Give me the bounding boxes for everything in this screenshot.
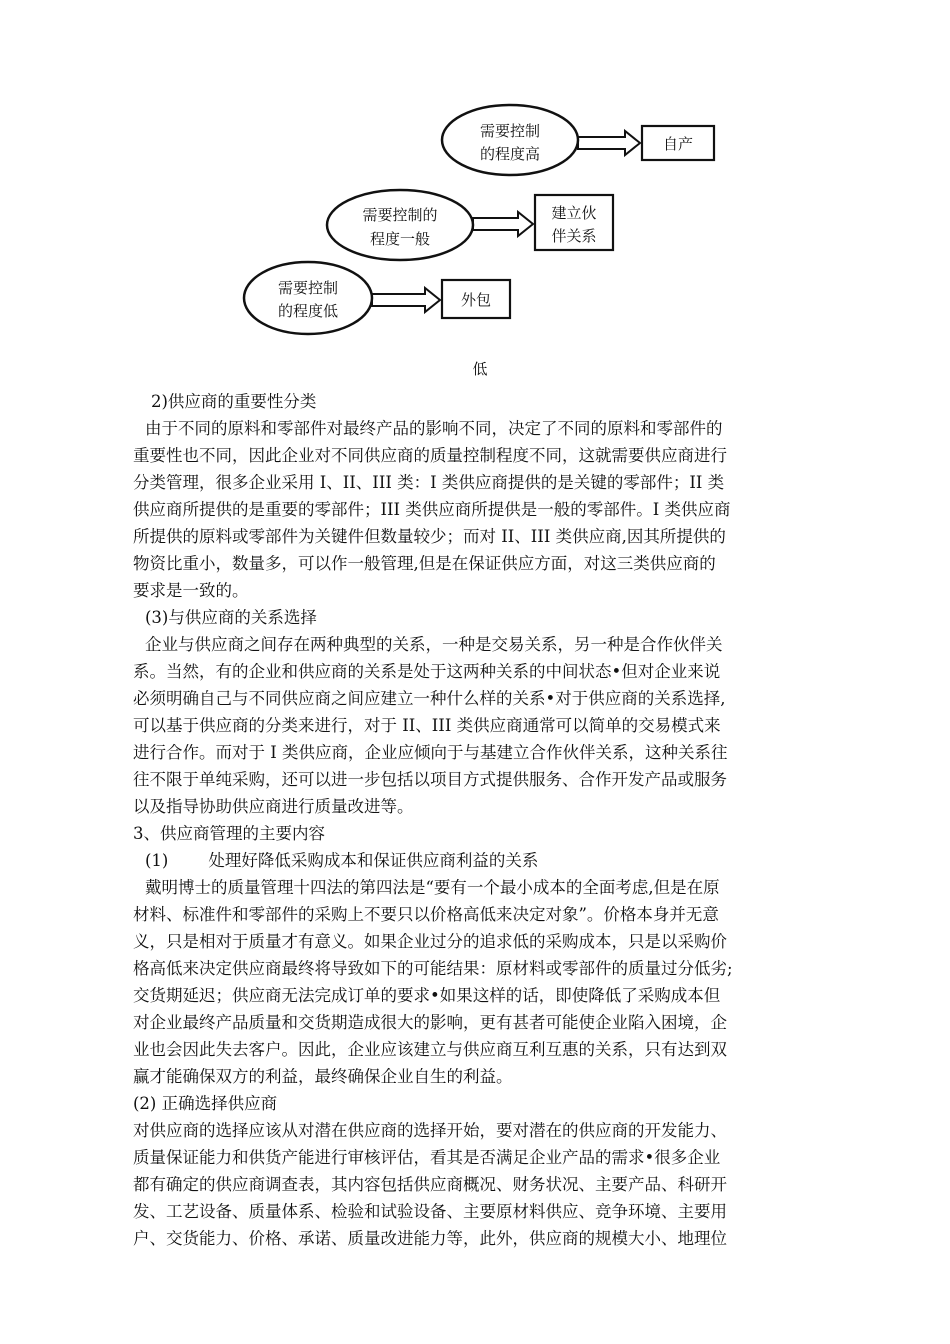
diagram-row-medium [327, 190, 613, 260]
diagram-row-low [244, 262, 510, 334]
paragraph-line: 业也会因此失去客户。因此，企业应该建立与供应商互利互惠的关系，只有达到双 [133, 1040, 727, 1059]
arrow-high [578, 131, 640, 155]
heading-relationship-choice: (3)与供应商的关系选择 [145, 608, 317, 627]
paragraph-line: 交货期延迟；供应商无法完成订单的要求•如果这样的话，即使降低了采购成本但 [133, 986, 721, 1005]
box-medium-line1: 建立伙 [551, 204, 597, 222]
ellipse-low-line1: 需要控制 [277, 279, 339, 297]
box-low-label: 外包 [460, 291, 492, 309]
body-text [133, 388, 833, 1252]
ellipse-low-line2: 的程度低 [277, 302, 339, 320]
ellipse-high-line2: 的程度高 [479, 145, 541, 163]
box-medium-line2: 伴关系 [551, 227, 597, 245]
paragraph-line: 分类管理，很多企业采用 I、II、III 类：I 类供应商提供的是关键的零部件；II 类 [133, 473, 725, 492]
paragraph-line: 格高低来决定供应商最终将导致如下的可能结果：原材料或零部件的质量过分低劣; [133, 959, 733, 978]
paragraph-line: 物资比重小，数量多，可以作一般管理,但是在保证供应方面，对这三类供应商的 [133, 554, 716, 573]
paragraph-line: 企业与供应商之间存在两种典型的关系，一种是交易关系，另一种是合作伙伴关 [145, 635, 723, 654]
heading-text: 处理好降低采购成本和保证供应商利益的关系 [208, 851, 539, 870]
paragraph-line: 质量保证能力和供货产能进行审核评估，看其是否满足企业产品的需求•很多企业 [133, 1148, 721, 1167]
ellipse-medium-line1: 需要控制的 [362, 206, 438, 224]
heading-supplier-importance: 2)供应商的重要性分类 [151, 392, 317, 411]
paragraph-line: 对企业最终产品质量和交货期造成很大的影响，更有甚者可能使企业陷入困境，企 [133, 1013, 727, 1032]
arrow-medium [473, 212, 533, 236]
paragraph-line: 必须明确自己与不同供应商之间应建立一种什么样的关系•对于供应商的关系选择, [133, 689, 726, 708]
paragraph-line: 都有确定的供应商调查表，其内容包括供应商概况、财务状况、主要产品、科研开 [133, 1175, 727, 1194]
paragraph-line: 赢才能确保双方的利益，最终确保企业自生的利益。 [133, 1067, 513, 1086]
paragraph-line: 户、交货能力、价格、承诺、质量改进能力等，此外，供应商的规模大小、地理位 [133, 1229, 727, 1248]
paragraph-line: 进行合作。而对于 I 类供应商，企业应倾向于与基建立合作伙伴关系，这种关系往 [133, 743, 728, 762]
control-degree-diagram [235, 100, 735, 385]
ellipse-medium-line2: 程度一般 [369, 230, 431, 248]
paragraph-line: 往不限于单纯采购，还可以进一步包括以项目方式提供服务、合作开发产品或服务 [133, 770, 727, 789]
paragraph-line: 供应商所提供的是重要的零部件；III 类供应商所提供是一般的零部件。I 类供应商 [133, 500, 731, 519]
paragraph-line: 重要性也不同，因此企业对不同供应商的质量控制程度不同，这就需要供应商进行 [133, 446, 727, 465]
ellipse-low [244, 262, 372, 334]
paragraph-cost [133, 874, 833, 1090]
paragraph-relationship [133, 631, 833, 820]
paragraph-line: 戴明博士的质量管理十四法的第四法是“要有一个最小成本的全面考虑,但是在原 [145, 878, 720, 897]
ellipse-medium [327, 190, 473, 260]
box-high-label: 自产 [662, 135, 694, 153]
paragraph-line: 材料、标准件和零部件的采购上不要只以价格高低来决定对象”。价格本身并无意 [133, 905, 719, 924]
paragraph-importance [133, 415, 833, 604]
paragraph-line: 对供应商的选择应该从对潜在供应商的选择开始，要对潜在的供应商的开发能力、 [133, 1121, 727, 1140]
heading-cost-benefit [133, 847, 833, 874]
diagram-bottom-label: 低 [472, 360, 488, 378]
paragraph-line: 可以基于供应商的分类来进行，对于 II、III 类供应商通常可以简单的交易模式来 [133, 716, 721, 735]
paragraph-line: 由于不同的原料和零部件对最终产品的影响不同，决定了不同的原料和零部件的 [145, 419, 723, 438]
ellipse-high [442, 105, 578, 175]
heading-select-supplier: (2) 正确选择供应商 [133, 1094, 278, 1113]
paragraph-line: 系。当然，有的企业和供应商的关系是处于这两种关系的中间状态•但对企业来说 [133, 662, 721, 681]
paragraph-line: 以及指导协助供应商进行质量改进等。 [133, 797, 414, 816]
paragraph-line: 发、工艺设备、质量体系、检验和试验设备、主要原材料供应、竞争环境、主要用 [133, 1202, 727, 1221]
paragraph-line: 所提供的原料或零部件为关键件但数量较少；而对 II、III 类供应商,因其所提供的 [133, 527, 726, 546]
paragraph-line: 义，只是相对于质量才有意义。如果企业过分的追求低的采购成本，只是以采购价 [133, 932, 727, 951]
heading-number: (1) [145, 851, 169, 870]
heading-main-content: 3、供应商管理的主要内容 [133, 824, 325, 843]
paragraph-line: 要求是一致的。 [133, 581, 249, 600]
arrow-low [372, 288, 440, 312]
diagram-row-high [442, 105, 714, 175]
paragraph-selection [133, 1117, 833, 1252]
ellipse-high-line1: 需要控制 [479, 122, 541, 140]
